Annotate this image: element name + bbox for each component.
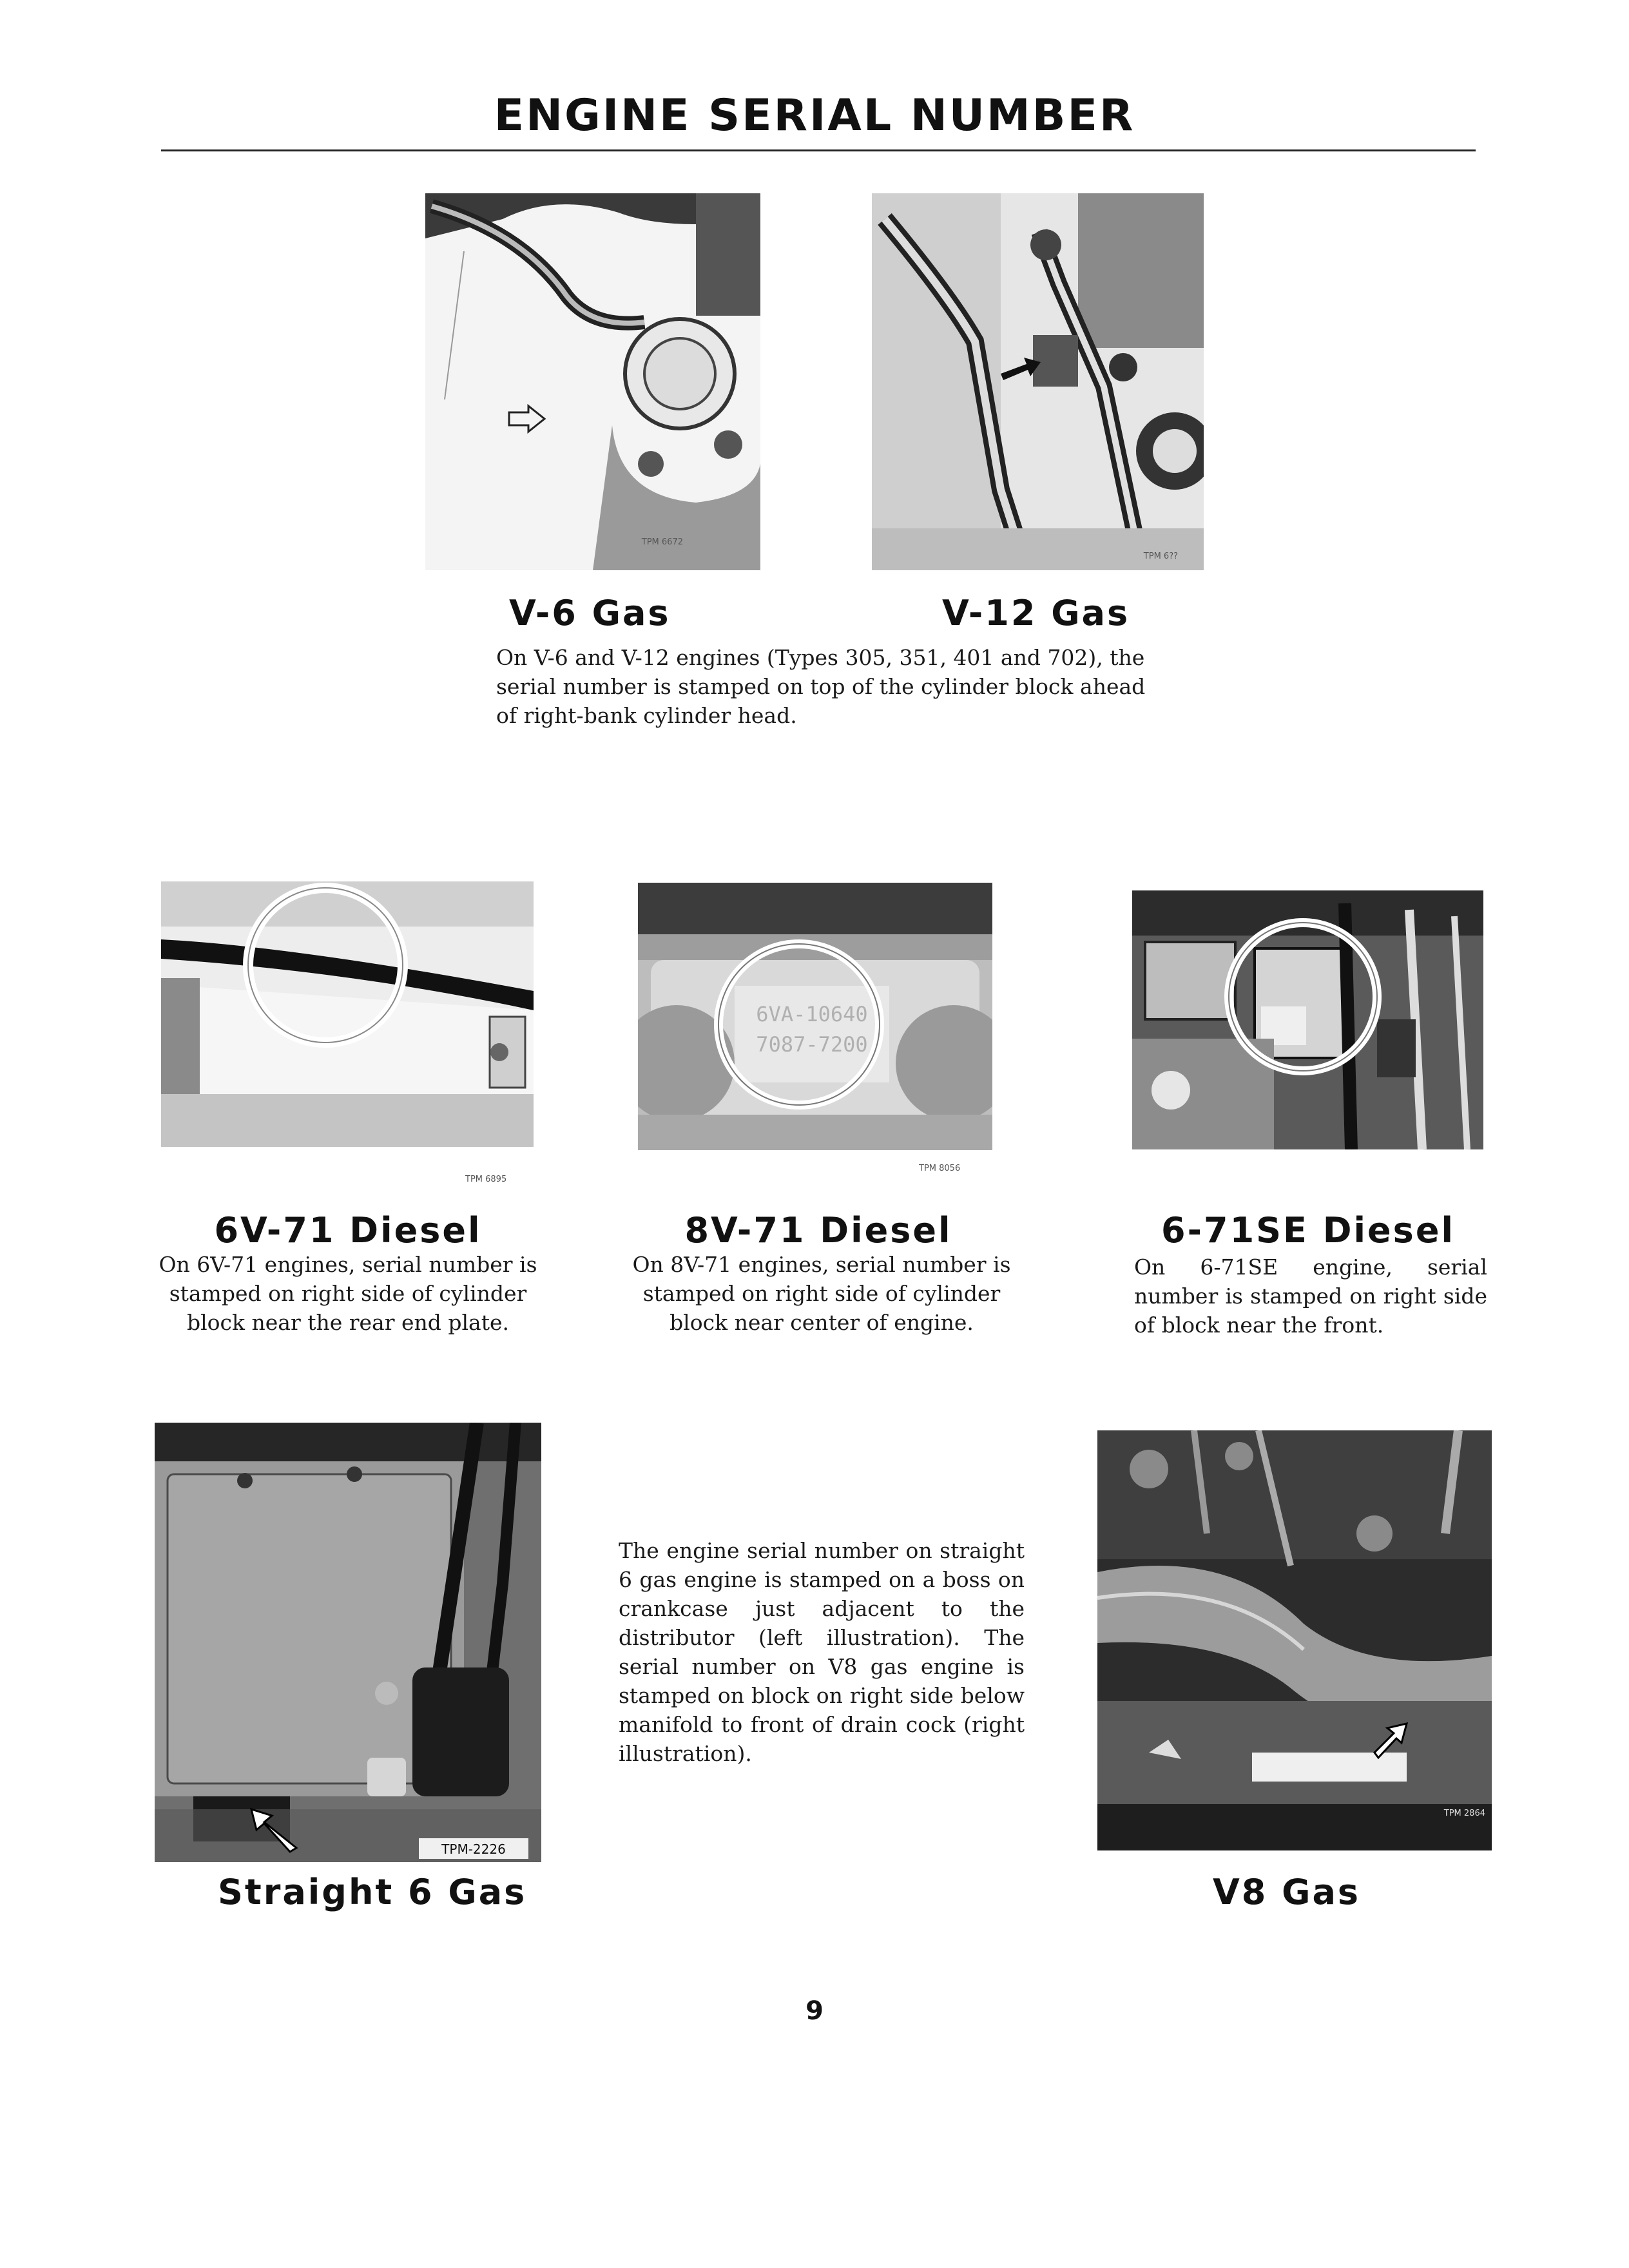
page-title: ENGINE SERIAL NUMBER [494, 90, 1135, 141]
gas-engines-description: The engine serial number on straight 6 gas engine is stamped on a boss on crankcase just adjacent to the distributor (left illustration). The serial number on V8 gas engine is stamped on block on right side below manifold to front of drain cock (right illustration). [619, 1538, 1025, 1766]
8v71-plate-line2: 7087-7200 [756, 1032, 868, 1057]
671se-diesel-description: On 6-71SE engine, serial number is stamped on right side of block near the front. [1134, 1254, 1487, 1338]
6v71-diesel-photo [161, 881, 534, 1147]
6v71-diesel-description: On 6V-71 engines, serial number is stamped on right side of cylinder block near the rear end plate. [159, 1252, 537, 1335]
v6-gas-photo [425, 193, 760, 570]
v8-gas-photo [1097, 1430, 1492, 1850]
v-engines-description: On V-6 and V-12 engines (Types 305, 351, 401 and 702), the serial number is stamped on top of the cylinder block ahead of right-bank cylinder head. [496, 645, 1146, 728]
671se-diesel-photo [1132, 890, 1483, 1149]
8v71-plate-line1: 6VA-10640 [756, 1002, 868, 1026]
v12-gas-heading: V-12 Gas [942, 593, 1130, 633]
671se-diesel-heading: 6-71SE Diesel [1161, 1210, 1455, 1251]
title-rule [161, 149, 1476, 151]
8v71-photo-ref: TPM 8056 [919, 1164, 961, 1173]
v6-gas-heading: V-6 Gas [509, 593, 671, 633]
v8-gas-heading: V8 Gas [1213, 1872, 1361, 1912]
page-number: 9 [805, 1996, 824, 2026]
8v71-diesel-description: On 8V-71 engines, serial number is stamped on right side of cylinder block near center of engine. [632, 1252, 1011, 1335]
straight6-gas-photo [155, 1423, 541, 1862]
v8-photo-ref: TPM 2864 [1443, 1809, 1485, 1818]
8v71-diesel-photo [638, 883, 992, 1150]
8v71-diesel-heading: 8V-71 Diesel [684, 1210, 952, 1251]
v12-photo-ref: TPM 6?? [1143, 552, 1178, 561]
6v71-photo-ref: TPM 6895 [465, 1175, 507, 1184]
v6-photo-ref: TPM 6672 [641, 537, 683, 547]
straight6-gas-heading: Straight 6 Gas [218, 1872, 527, 1912]
6v71-diesel-heading: 6V-71 Diesel [214, 1210, 482, 1251]
v12-gas-photo [872, 193, 1204, 570]
straight6-photo-ref: TPM-2226 [441, 1841, 506, 1857]
